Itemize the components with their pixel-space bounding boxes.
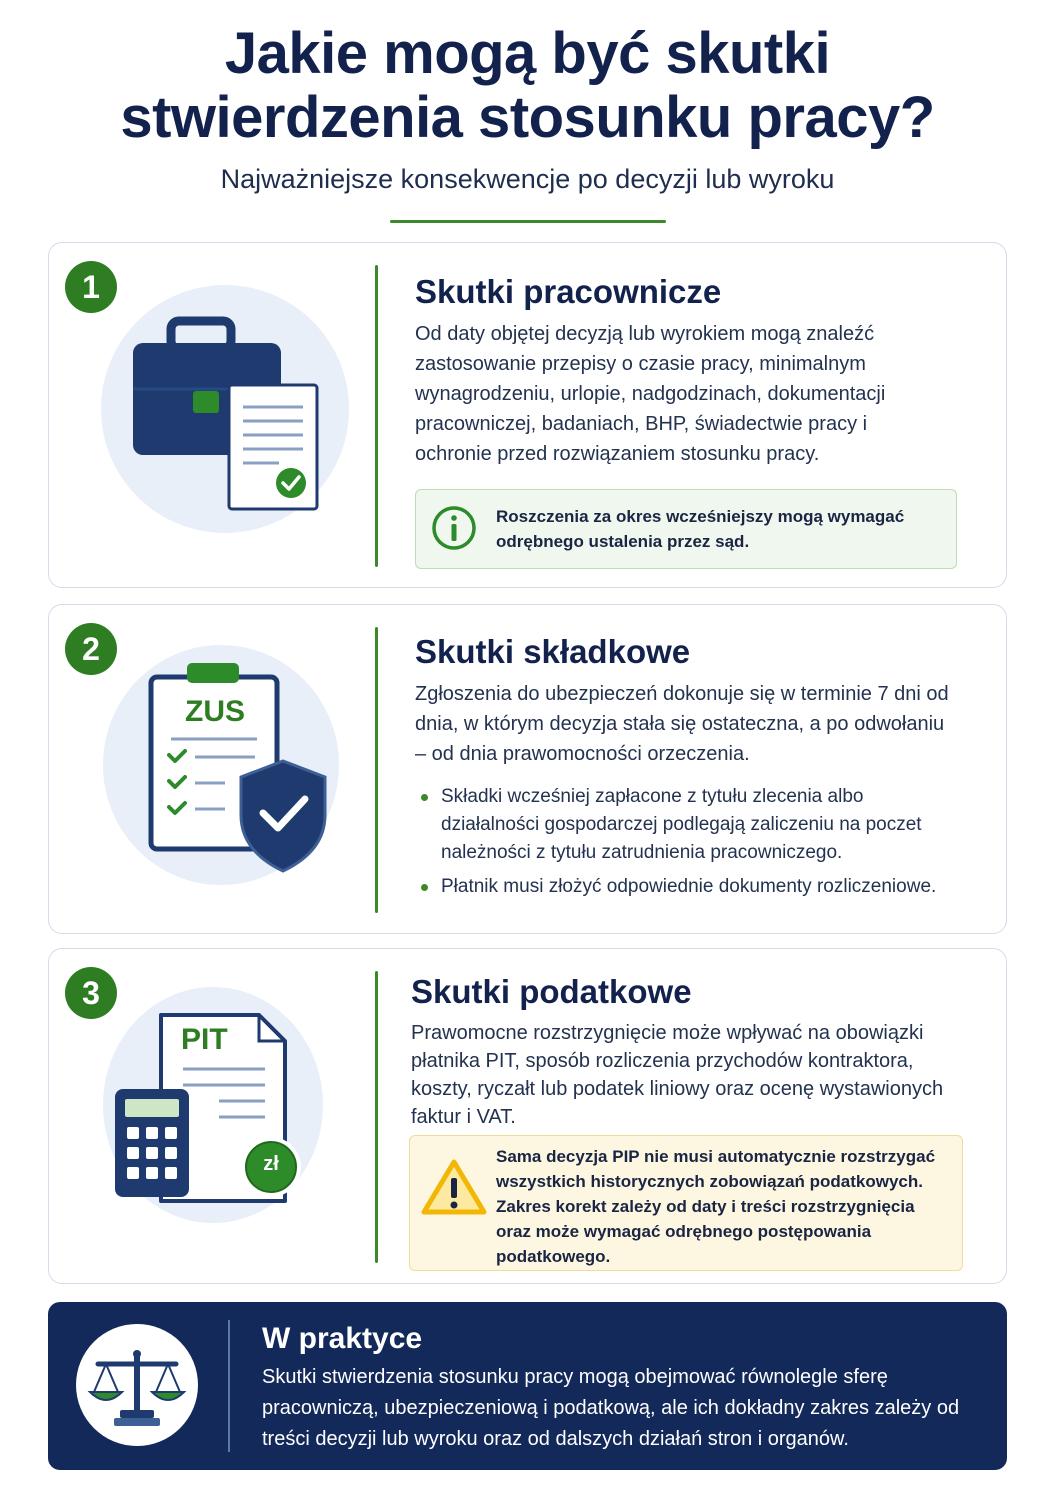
section-divider bbox=[375, 627, 378, 913]
pit-label: PIT bbox=[181, 1023, 228, 1056]
section-card-contributions bbox=[48, 604, 1007, 934]
list-item: Płatnik musi złożyć odpowiednie dokumenty rozliczeniowe. bbox=[415, 873, 955, 901]
section-body: Prawomocne rozstrzygnięcie może wpływać na obowiązki płatnika PIT, sposób rozliczenia przychodów kontraktora, koszty, ryczałt lub podatek liniowy oraz ocenę wystawionych faktur i VAT. bbox=[411, 1022, 944, 1128]
title-line-1: Jakie mogą być skutki bbox=[224, 21, 831, 86]
info-note bbox=[415, 489, 957, 569]
pit-document-calculator-icon bbox=[109, 1005, 349, 1245]
section-divider bbox=[375, 265, 378, 567]
section-title: Skutki składkowe bbox=[415, 633, 691, 670]
section-card-employment bbox=[48, 242, 1007, 588]
section-number-badge: 1 bbox=[65, 261, 117, 313]
section-number-badge: 2 bbox=[65, 623, 117, 675]
zus-clipboard-shield-icon bbox=[129, 655, 389, 895]
zloty-coin-label: zł bbox=[263, 1153, 279, 1175]
list-item: Składki wcześniej zapłacone z tytułu zlecenia albo działalności gospodarczej podlegają zaliczeniu na poczet należności z tytułu zatrudnienia pracowniczego. bbox=[415, 783, 955, 867]
info-note-text: Roszczenia za okres wcześniejszy mogą wymagać odrębnego ustalenia przez sąd. bbox=[496, 507, 905, 551]
section-body: Od daty objętej decyzją lub wyrokiem mogą znaleźć zastosowanie przepisy o czasie pracy, minimalnym wynagrodzeniu, urlopie, nadgodzinach, dokumentacji pracowniczej, badaniach, BHP, świadectwie pracy i ochronie przed rozwiązaniem stosunku pracy. bbox=[415, 323, 886, 465]
practice-divider bbox=[228, 1320, 230, 1452]
page-subtitle: Najważniejsze konsekwencje po decyzji lub wyroku bbox=[220, 164, 835, 194]
section-title: Skutki pracownicze bbox=[415, 273, 722, 310]
title-divider bbox=[390, 220, 666, 223]
section-body: Zgłoszenia do ubezpieczeń dokonuje się w terminie 7 dni od dnia, w którym decyzja stała się ostateczna, a po odwołaniu – od dnia prawomocności orzeczenia. bbox=[415, 683, 949, 765]
title-line-2: stwierdzenia stosunku pracy? bbox=[120, 85, 935, 150]
zus-label: ZUS bbox=[185, 695, 245, 728]
section-divider bbox=[375, 971, 378, 1263]
practice-body: Skutki stwierdzenia stosunku pracy mogą obejmować równolegle sferę pracowniczą, ubezpieczeniową i podatkową, ale ich dokładny zakres zależy od treści decyzji lub wyroku oraz od dalszych działań stron i organów. bbox=[262, 1366, 960, 1450]
practice-title: W praktyce bbox=[262, 1322, 423, 1355]
section-title: Skutki podatkowe bbox=[411, 973, 692, 1010]
scales-icon bbox=[76, 1324, 198, 1446]
info-icon bbox=[430, 504, 480, 554]
warning-note bbox=[409, 1135, 963, 1271]
warning-icon bbox=[420, 1158, 490, 1218]
page-title bbox=[0, 22, 1055, 150]
section-number-badge: 3 bbox=[65, 967, 117, 1019]
bullet-list bbox=[415, 783, 955, 907]
warning-note-text: Sama decyzja PIP nie musi automatycznie rozstrzygać wszystkich historycznych zobowiązań podatkowych. Zakres korekt zależy od daty i treści rozstrzygnięcia oraz może wymagać odrębnego postępowania podatkowego. bbox=[496, 1147, 936, 1266]
practice-banner bbox=[48, 1302, 1007, 1470]
section-card-tax bbox=[48, 948, 1007, 1284]
briefcase-document-icon bbox=[119, 303, 379, 543]
